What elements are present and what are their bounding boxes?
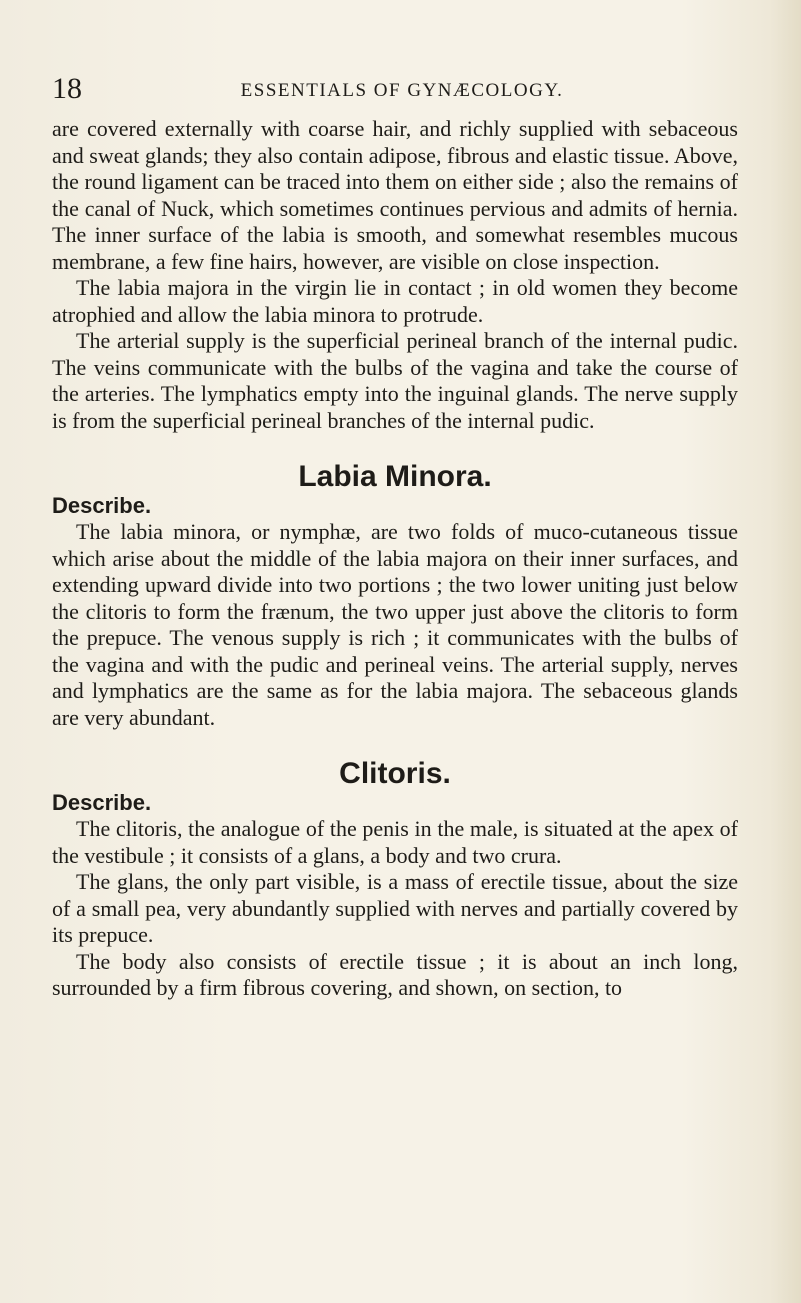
running-head: ESSENTIALS OF GYNÆCOLOGY.: [240, 80, 564, 101]
paragraph-labia-majora-continued: are covered externally with coarse hair, and richly supplied with sebaceous and sweat glands; they also contain adipose, fibrous and elastic tissue. Above, the round ligament can be traced into them on either side ; also the remains of the canal of Nuck, which sometimes continues pervious and admits of hernia. The inner surface of the labia is smooth, and somewhat resembles mucous membrane, a few fine hairs, however, are visible on close inspection.: [52, 116, 738, 274]
page-header: [52, 74, 752, 104]
section-heading-clitoris: Clitoris.: [339, 757, 451, 790]
paragraph-clitoris-overview: The clitoris, the analogue of the penis in the male, is situated at the apex of the vestibule ; it consists of a glans, a body and two crura.: [52, 816, 738, 868]
subheading-describe-labia-minora: Describe.: [52, 493, 152, 518]
page-number: 18: [52, 72, 82, 105]
paragraph-labia-minora: The labia minora, or nymphæ, are two folds of muco-cutaneous tissue which arise about the middle of the labia majora on their inner surfaces, and extending upward divide into two portions ; the two lower uniting just below the clitoris to form the frænum, the two upper just above the clitoris to form the prepuce. The venous supply is rich ; it communicates with the bulbs of the vagina and with the pudic and perineal veins. The arterial supply, nerves and lymphatics are the same as for the labia majora. The sebaceous glands are very abundant.: [52, 519, 738, 730]
paragraph-labia-majora-atrophy: The labia majora in the virgin lie in contact ; in old women they become atrophied and allow the labia minora to protrude.: [52, 275, 738, 327]
subheading-describe-clitoris: Describe.: [52, 790, 152, 815]
page-body: [52, 116, 738, 1002]
paragraph-clitoris-body: The body also consists of erectile tissue ; it is about an inch long, surrounded by a firm fibrous covering, and shown, on section, to: [52, 948, 738, 1000]
paragraph-clitoris-glans: The glans, the only part visible, is a mass of erectile tissue, about the size of a small pea, very abundantly supplied with nerves and partially covered by its prepuce.: [52, 869, 738, 947]
section-heading-labia-minora: Labia Minora.: [298, 460, 492, 493]
paragraph-labia-majora-supply: The arterial supply is the superficial perineal branch of the internal pudic. The veins communicate with the bulbs of the vagina and take the course of the arteries. The lymphatics empty into the inguinal glands. The nerve supply is from the superficial perineal branches of the internal pudic.: [52, 328, 738, 433]
